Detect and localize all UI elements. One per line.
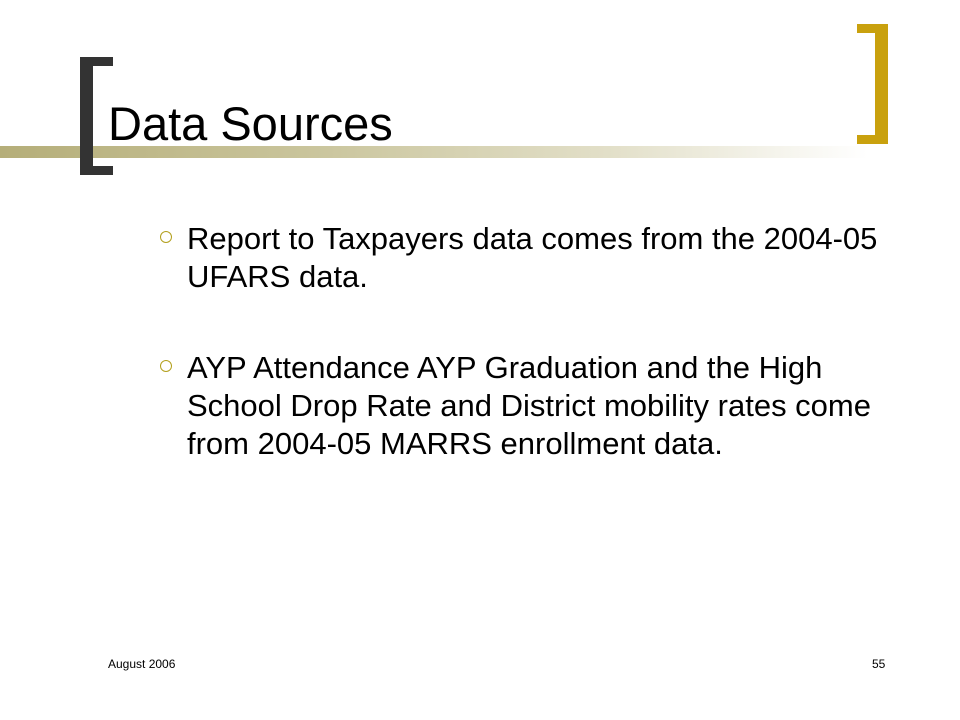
left-bracket-bar (80, 57, 93, 175)
bullet-text: Report to Taxpayers data comes from the 2004-05 UFARS data. (187, 221, 878, 294)
footer-date: August 2006 (108, 657, 176, 671)
left-bracket-bottom (80, 166, 113, 175)
right-bracket-bottom (857, 135, 888, 144)
right-bracket-top (857, 24, 888, 33)
circle-bullet-icon (160, 360, 172, 372)
bullet-list (160, 220, 880, 516)
bullet-text: AYP Attendance AYP Graduation and the High School Drop Rate and District mobility rates come from 2004-05 MARRS enrollment data. (187, 350, 871, 461)
right-bracket-bar (875, 24, 888, 144)
page-number: 55 (872, 657, 886, 671)
bullet-item (160, 220, 880, 296)
left-bracket-top (80, 57, 113, 66)
bullet-item (160, 349, 880, 463)
slide-title: Data Sources (108, 97, 393, 150)
circle-bullet-icon (160, 231, 172, 243)
